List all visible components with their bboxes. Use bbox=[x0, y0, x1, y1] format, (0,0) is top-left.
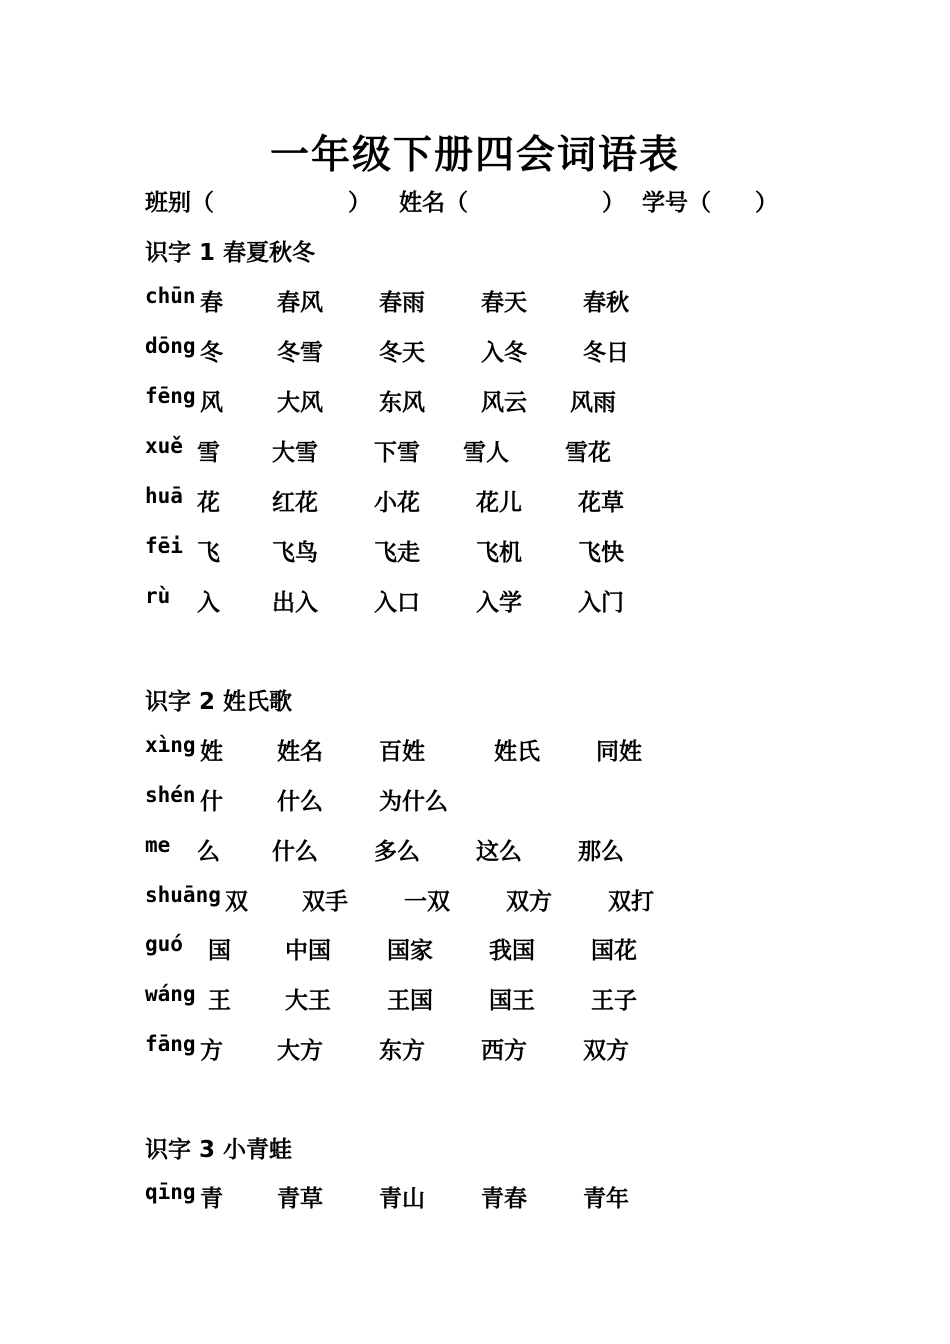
character: 飞 bbox=[197, 540, 220, 566]
word: 入口 bbox=[374, 590, 420, 616]
word: 雪花 bbox=[565, 440, 611, 466]
word-row bbox=[145, 484, 845, 514]
character: 春 bbox=[200, 290, 223, 316]
character: 双 bbox=[225, 889, 248, 915]
word-row bbox=[145, 534, 845, 564]
word: 飞鸟 bbox=[272, 540, 318, 566]
character: 花 bbox=[197, 490, 220, 516]
pinyin: fēi bbox=[145, 534, 183, 558]
pinyin: dōng bbox=[145, 334, 196, 358]
word: 王国 bbox=[387, 988, 433, 1014]
word: 双打 bbox=[608, 889, 654, 915]
word: 青山 bbox=[379, 1186, 425, 1212]
word: 中国 bbox=[285, 938, 331, 964]
word: 春风 bbox=[277, 290, 323, 316]
word-row bbox=[145, 833, 845, 863]
pinyin: rù bbox=[145, 584, 171, 608]
pinyin: xìng bbox=[145, 733, 196, 757]
character: 姓 bbox=[200, 739, 223, 765]
pinyin: fāng bbox=[145, 1032, 196, 1056]
word: 冬天 bbox=[379, 340, 425, 366]
word: 为什么 bbox=[379, 789, 448, 815]
word: 什么 bbox=[272, 839, 318, 865]
word: 雪人 bbox=[463, 440, 509, 466]
word: 下雪 bbox=[374, 440, 420, 466]
word: 多么 bbox=[374, 839, 420, 865]
word: 春秋 bbox=[583, 290, 629, 316]
word: 国花 bbox=[591, 938, 637, 964]
word: 双方 bbox=[583, 1038, 629, 1064]
word: 一双 bbox=[404, 889, 450, 915]
word: 国家 bbox=[387, 938, 433, 964]
word: 双方 bbox=[506, 889, 552, 915]
word: 青草 bbox=[277, 1186, 323, 1212]
word-row bbox=[145, 883, 845, 913]
name-close: ） bbox=[602, 190, 625, 216]
word-row bbox=[145, 284, 845, 314]
word: 姓氏 bbox=[494, 739, 540, 765]
pinyin: shuāng bbox=[145, 883, 221, 907]
pinyin: shén bbox=[145, 783, 196, 807]
word: 红花 bbox=[272, 490, 318, 516]
word: 花草 bbox=[578, 490, 624, 516]
id-close: ） bbox=[755, 190, 778, 216]
word: 飞机 bbox=[476, 540, 522, 566]
word: 入门 bbox=[578, 590, 624, 616]
character: 国 bbox=[208, 938, 231, 964]
word: 大雪 bbox=[272, 440, 318, 466]
section-title: 识字 1 春夏秋冬 bbox=[145, 240, 316, 266]
pinyin: huā bbox=[145, 484, 183, 508]
name-label: 姓名（ bbox=[399, 190, 468, 216]
word: 风云 bbox=[481, 390, 527, 416]
word: 大方 bbox=[277, 1038, 323, 1064]
character: 冬 bbox=[200, 340, 223, 366]
word: 冬雪 bbox=[277, 340, 323, 366]
pinyin: me bbox=[145, 833, 171, 857]
class-label: 班别（ bbox=[145, 190, 214, 216]
word-row bbox=[145, 584, 845, 614]
word: 风雨 bbox=[570, 390, 616, 416]
pinyin: guó bbox=[145, 932, 183, 956]
character: 么 bbox=[197, 839, 220, 865]
word: 西方 bbox=[481, 1038, 527, 1064]
word-row bbox=[145, 733, 845, 763]
word: 姓名 bbox=[277, 739, 323, 765]
character: 方 bbox=[200, 1038, 223, 1064]
word: 什么 bbox=[277, 789, 323, 815]
word: 青年 bbox=[583, 1186, 629, 1212]
class-close: ） bbox=[348, 190, 371, 216]
word-row bbox=[145, 982, 845, 1012]
word-row bbox=[145, 384, 845, 414]
word: 王子 bbox=[591, 988, 637, 1014]
word-row bbox=[145, 434, 845, 464]
section-title: 识字 3 小青蛙 bbox=[145, 1137, 293, 1163]
word: 春天 bbox=[481, 290, 527, 316]
word: 百姓 bbox=[379, 739, 425, 765]
section-title: 识字 2 姓氏歌 bbox=[145, 689, 293, 715]
word: 飞走 bbox=[374, 540, 420, 566]
word: 大王 bbox=[285, 988, 331, 1014]
page-title: 一年级下册四会词语表 bbox=[269, 132, 680, 178]
id-label: 学号（ bbox=[642, 190, 711, 216]
word: 花儿 bbox=[476, 490, 522, 516]
word-row bbox=[145, 1032, 845, 1062]
word: 双手 bbox=[302, 889, 348, 915]
pinyin: fēng bbox=[145, 384, 196, 408]
character: 风 bbox=[200, 390, 223, 416]
word: 这么 bbox=[476, 839, 522, 865]
character: 雪 bbox=[197, 440, 220, 466]
word: 东方 bbox=[379, 1038, 425, 1064]
word: 入冬 bbox=[481, 340, 527, 366]
word: 飞快 bbox=[578, 540, 624, 566]
word: 国王 bbox=[489, 988, 535, 1014]
word: 春雨 bbox=[379, 290, 425, 316]
word: 小花 bbox=[374, 490, 420, 516]
word: 冬日 bbox=[583, 340, 629, 366]
pinyin: wáng bbox=[145, 982, 196, 1006]
word-row bbox=[145, 1180, 845, 1210]
word: 入学 bbox=[476, 590, 522, 616]
pinyin: xuě bbox=[145, 434, 183, 458]
character: 青 bbox=[200, 1186, 223, 1212]
character: 什 bbox=[200, 789, 223, 815]
word: 大风 bbox=[277, 390, 323, 416]
word-row bbox=[145, 334, 845, 364]
pinyin: qīng bbox=[145, 1180, 196, 1204]
word: 出入 bbox=[272, 590, 318, 616]
word: 我国 bbox=[489, 938, 535, 964]
word: 青春 bbox=[481, 1186, 527, 1212]
word: 东风 bbox=[379, 390, 425, 416]
word: 那么 bbox=[578, 839, 624, 865]
character: 王 bbox=[208, 988, 231, 1014]
word: 同姓 bbox=[596, 739, 642, 765]
word-row bbox=[145, 932, 845, 962]
character: 入 bbox=[197, 590, 220, 616]
pinyin: chūn bbox=[145, 284, 196, 308]
word-row bbox=[145, 783, 845, 813]
